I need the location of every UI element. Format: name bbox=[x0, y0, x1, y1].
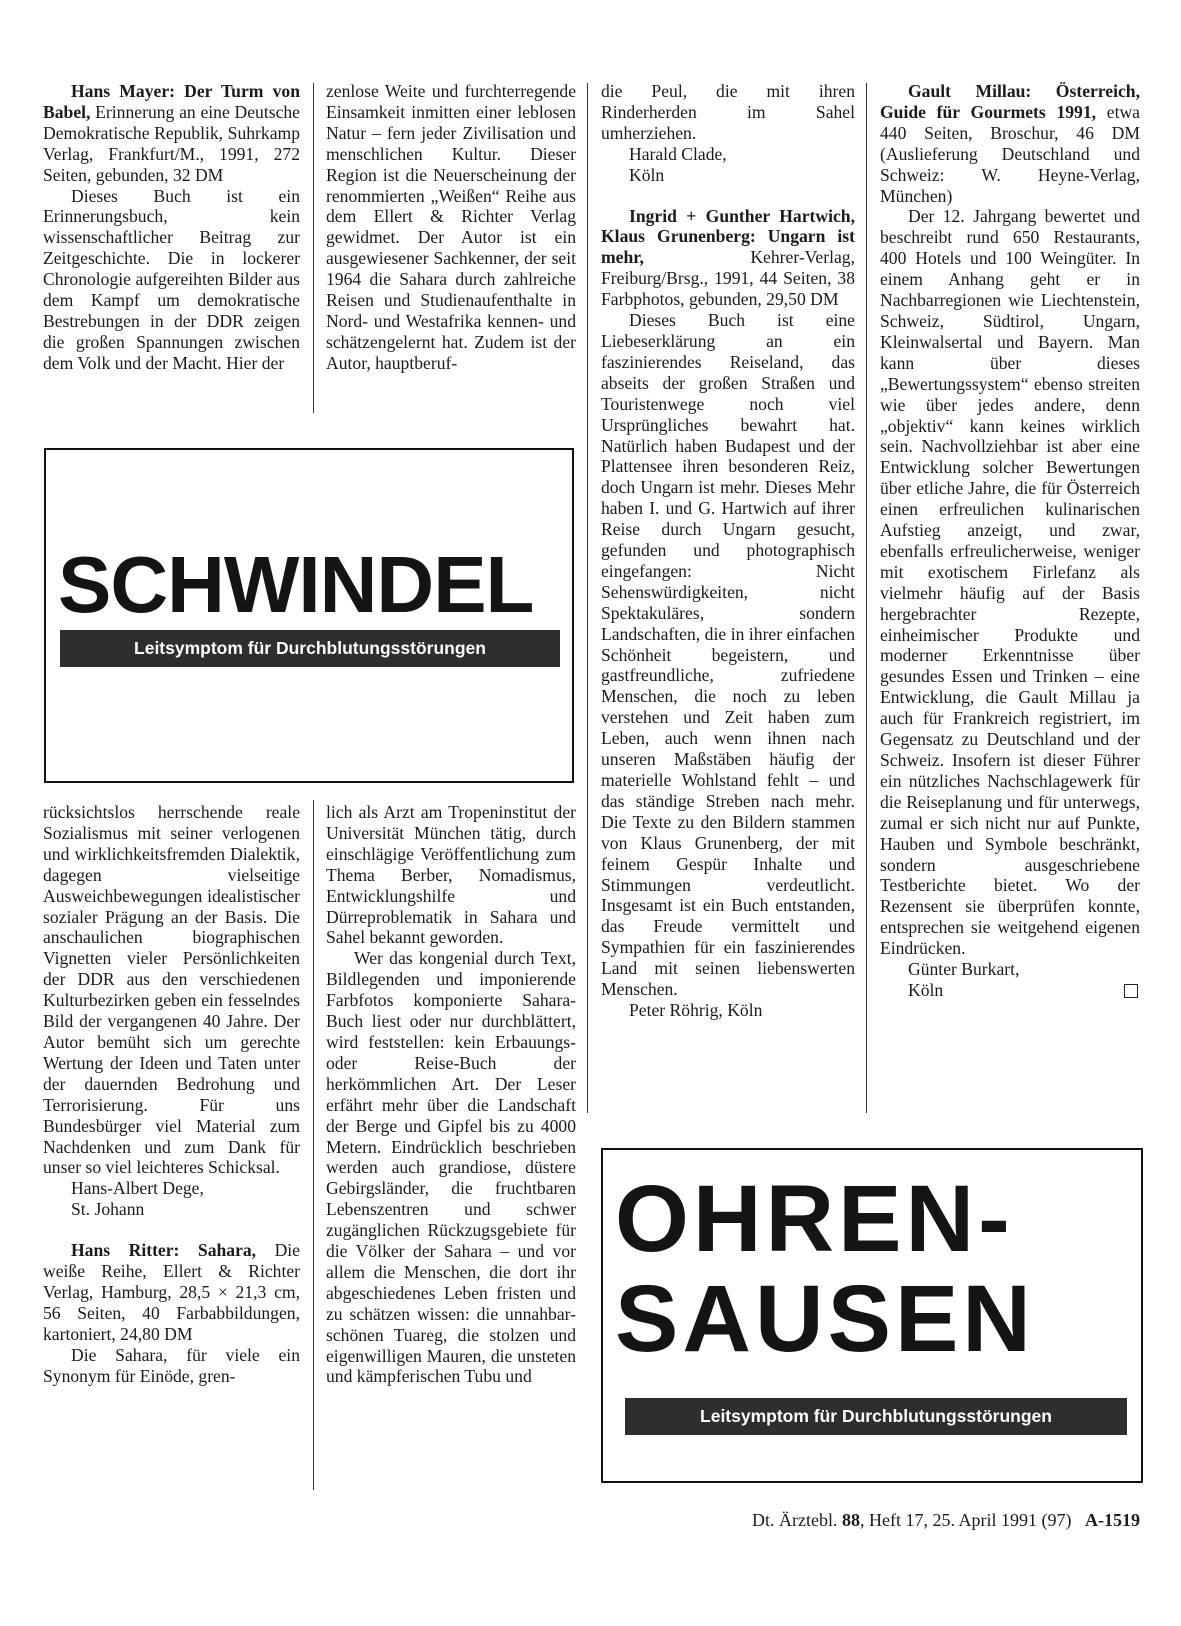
ad-ohrensausen bbox=[601, 1148, 1143, 1483]
review-2-intro bbox=[43, 1240, 300, 1345]
column-1-bottom bbox=[43, 802, 300, 1386]
footer-volume: 88 bbox=[842, 1510, 861, 1530]
review-1-author: Hans-Albert Dege, bbox=[71, 1178, 204, 1199]
review-1-meta: Erinnerung an eine Deutsche Demokratische Republik, Suhrkamp Verlag, Frankfurt/M., 1991, 272 Seiten, gebunden, 32 DM bbox=[43, 101, 300, 185]
footer-journal: Dt. Ärztebl. bbox=[752, 1510, 843, 1530]
review-2-meta: Die weiße Reihe, Ellert & Richter Verlag, Hamburg, 28,5 × 21,3 cm, 56 Seiten, 40 Farbabbildungen, kartoniert, 24,80 DM bbox=[43, 1240, 300, 1344]
review-4-author-place bbox=[880, 980, 1140, 1001]
ad-schwindel bbox=[44, 448, 574, 783]
review-3-author: Peter Röhrig, Köln bbox=[629, 999, 763, 1020]
review-2-paragraph: Die Sahara, für viele ein Synonym für Einöde, gren- bbox=[43, 1344, 300, 1386]
review-2-author-place: Köln bbox=[629, 164, 665, 185]
review-1-paragraph: Dieses Buch ist ein Erinnerungsbuch, kein wissenschaftlicher Beitrag zur Zeitgeschichte. Die in lockerer Chronologie aufgereihten Bilder aus dem Kampf um demokratische Bestrebungen in der DDR zeigen die großen Spannungen zwischen dem Volk und der Macht. Hier der bbox=[43, 185, 300, 373]
review-2-paragraph-2: Wer das kongenial durch Text, Bildlegenden und imponierende Farbfotos komponierte Sahara-Buch liest oder nur durchblättert, wird feststellen: kein Erbauungs- oder Reise-Buch der herkömmlichen Art. Der Leser erfährt mehr über die Landschaft der Berge und Gipfel bis zu 4000 Metern. Eindrücklich beschrieben werden auch grandiose, düstere Gebirgsländer, die fruchtbaren Lebenszentren und schwer zugänglichen Rückzugsgebiete für die Völker der Sahara – und vor allem die Menschen, die dort ihr abgeschiedenes Leben fristen und zu schätzen wissen: die unnahbar-schönen Tuareg, die stolzen und eigenwilligen Mauren, die unsteten und kämpferischen Tubu und bbox=[326, 948, 576, 1387]
review-2-paragraph-continued-2: lich als Arzt am Tropeninstitut der Universität München tätig, durch einschlägige Veröffentlichung zum Thema Berber, Nomadismus, Entwicklungshilfe und Dürreproblematik in Sahara und Sahel bekannt geworden. bbox=[326, 802, 576, 948]
footer-issue: , Heft 17, 25. April 1991 (97) bbox=[860, 1510, 1072, 1530]
review-3-meta: Kehrer-Verlag, Freiburg/Brsg., 1991, 44 Seiten, 38 Farbphotos, gebunden, 29,50 DM bbox=[601, 247, 855, 310]
ad-ohrensausen-headline-line-1: OHREN- bbox=[615, 1166, 1014, 1272]
review-4-author: Günter Burkart, bbox=[908, 959, 1020, 980]
review-1-paragraph-continued: rücksichtslos herrschende reale Sozialismus mit seiner verlogenen und wirklichkeitsfremden Dialektik, dagegen vielseitige Ausweichbewegungen idealistischer sozialer Prägung an der Basis. Die anschaulichen biographischen Vignetten vieler Persönlichkeiten der DDR aus den verschiedenen Kulturbezirken geben ein fesselndes Bild der vergangenen 40 Jahre. Der Autor bemüht sich um gerechte Wertung der Ideen und Taten unter der dauernden Bedrohung und Terrorisierung. Für uns Bundesbürger viel Material zum Nachdenken und zum Dank für unser so viel leichteres Schicksal. bbox=[43, 802, 300, 1178]
column-rule-1-lower bbox=[313, 800, 314, 1490]
ad-ohrensausen-headline-line-2: SAUSEN bbox=[615, 1266, 1035, 1372]
ad-schwindel-headline: SCHWINDEL bbox=[58, 540, 534, 629]
footer-page-number: A-1519 bbox=[1085, 1510, 1140, 1530]
review-2-heading: Hans Ritter: Sahara, bbox=[71, 1240, 257, 1261]
page-footer bbox=[640, 1510, 1140, 1531]
review-3-paragraph: Dieses Buch ist eine Liebeserklärung an ein faszinierendes Reiseland, das abseits der großen Straßen und Touristenwege noch viel Ursprüngliches bewahrt hat. Natürlich haben Budapest und der Plattensee ihren besonderen Reiz, doch Ungarn ist mehr. Dieses Mehr haben I. und G. Hartwich auf ihrer Reise durch Ungarn gesucht, gefunden und photographisch eingefangen: Nicht Sehenswürdigkeiten, nicht Spektakuläres, sondern Landschaften, die in ihrer einfachen Schönheit begeistern, und gastfreundliche, zufriedene Menschen, die noch zu leben verstehen und Zeit haben zum Leben, auch wenn ihnen nach unseren Maßstäben häufig der materielle Wohlstand fehlt – und das ständige Streben nach mehr. Die Texte zu den Bildern stammen von Klaus Grunenberg, der mit feinem Gespür Inhalte und Stimmungen verdeutlicht. Insgesamt ist ein Buch entstanden, das Freude vermittelt und Sympathien für ein faszinierendes Land mit seinen liebenswerten Menschen. bbox=[601, 310, 855, 1000]
column-1-top bbox=[43, 81, 300, 374]
review-4-meta: etwa 440 Seiten, Broschur, 46 DM (Auslieferung Deutschland und Schweiz: W. Heyne-Verlag, München) bbox=[880, 101, 1140, 206]
review-4-heading: Gault Millau: Österreich, Guide für Gourmets 1991, bbox=[880, 81, 1140, 122]
review-2-paragraph-2-continued: die Peul, die mit ihren Rinderherden im Sahel umherziehen. bbox=[601, 81, 855, 143]
column-4 bbox=[880, 81, 1140, 1001]
review-4-intro bbox=[880, 81, 1140, 206]
review-4-author-place-text: Köln bbox=[908, 979, 944, 1000]
review-1-author-place: St. Johann bbox=[71, 1199, 145, 1220]
review-3-intro bbox=[601, 206, 855, 311]
review-4-paragraph: Der 12. Jahrgang bewertet und beschreibt rund 650 Restaurants, 400 Hotels und 100 Weingüter. In einem Anhang geht er in Nachbarregionen wie Liechtenstein, Schweiz, Südtirol, Ungarn, Kleinwalsertal und Bayern. Man kann über dieses „Bewertungssystem“ ebenso streiten wie über jedes andere, denn „objektiv“ kann keines wirklich sein. Nachvollziehbar ist aber eine Entwicklung solcher Bewertungen über etliche Jahre, die für Österreich einen erfreulichen kulinarischen Aufstieg anzeigt, und zwar, ebenfalls erfreulicherweise, weniger mit exotischem Firlefanz als vielmehr häufig auf der Basis hergebrachter Rezepte, einheimischer Produkte und moderner Erkenntnisse über gesundes Essen und Trinken – eine Entwicklung, die Gault Millau ja auch für Frankreich registriert, im Gegensatz zu Deutschland und der Schweiz. Insofern ist dieser Führer ein nützliches Nachschlagewerk für die Reiseplanung und für unterwegs, zumal er sich nicht nur auf Punkte, Hauben und Symbole beschränkt, sondern ausgeschriebene Testberichte bietet. Wo der Rezensent sie überprüfen konnte, entsprechen sie weitgehend eigenen Eindrücken. bbox=[880, 206, 1140, 959]
column-3 bbox=[601, 81, 855, 1021]
review-2-paragraph-continued: zenlose Weite und furchterregende Einsamkeit inmitten einer leblosen Natur – fern jeder Zivilisation und menschlichen Kultur. Dieser Region ist die Neuerscheinung der renommierten „Weißen“ Reihe aus dem Ellert & Richter Verlag gewidmet. Der Autor ist ein ausgewiesener Sachkenner, der seit 1964 die Sahara durch zahlreiche Reisen und Studienaufenthalte in Nord- und Westafrika kennen- und schätzengelernt hat. Zudem ist der Autor, hauptberuf- bbox=[326, 81, 576, 373]
column-2-bottom bbox=[326, 802, 576, 1387]
end-mark-icon bbox=[1124, 984, 1138, 998]
column-rule-2 bbox=[587, 83, 588, 1113]
ad-ohrensausen-tagline: Leitsymptom für Durchblutungsstörungen bbox=[625, 1398, 1127, 1435]
ad-schwindel-tagline: Leitsymptom für Durchblutungsstörungen bbox=[60, 630, 560, 667]
column-rule-3 bbox=[866, 83, 867, 1113]
column-rule-1 bbox=[313, 83, 314, 413]
column-2-top bbox=[326, 81, 576, 374]
review-1-intro bbox=[43, 81, 300, 186]
review-1-heading: Hans Mayer: Der Turm von Babel, bbox=[43, 81, 300, 122]
review-2-author: Harald Clade, bbox=[629, 143, 727, 164]
review-3-heading: Ingrid + Gunther Hartwich, Klaus Grunenberg: Ungarn ist mehr, bbox=[601, 205, 855, 268]
